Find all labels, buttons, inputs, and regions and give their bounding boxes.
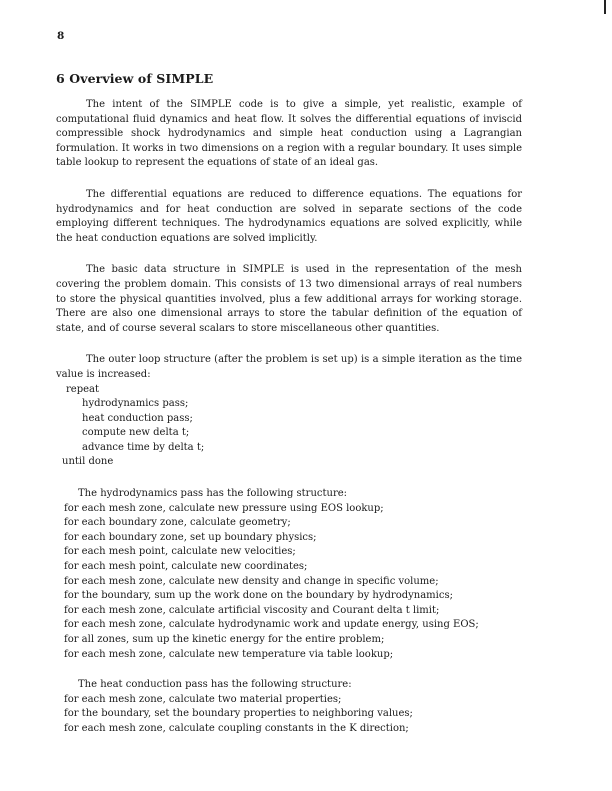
outer-loop-pseudocode: [56, 383, 522, 471]
hydro-step: for each mesh point, calculate new velocities;: [64, 546, 296, 558]
body-text: [56, 98, 522, 753]
paragraph-difference-equations: The differential equations are reduced to difference equations. The equations for hydrodynamics and for heat conduction are solved in separate sections of the code employing different techniques. The hydrodynamics equations are solved explicitly, while the heat conduction equations are solved implicitly.: [56, 188, 522, 244]
hydro-step: for the boundary, sum up the work done on the boundary by hydrodynamics;: [64, 590, 453, 602]
hydro-step: for all zones, sum up the kinetic energy for the entire problem;: [64, 634, 385, 645]
hydro-step: for each boundary zone, set up boundary physics;: [64, 531, 317, 543]
heat-pass-intro: The heat conduction pass has the following structure:: [78, 679, 352, 691]
page-number: 8: [57, 30, 65, 42]
paragraph-data-structure: The basic data structure in SIMPLE is used in the representation of the mesh covering the problem domain. This consists of 13 two dimensional arrays of real numbers to store the physical quantities involved, plus a few additional arrays for working storage. There are also one dimensional arrays to store the tabular definition of the equation of state, and of course several scalars to store miscellaneous other quantities.: [56, 264, 522, 334]
paragraph-intent: The intent of the SIMPLE code is to give a simple, yet realistic, example of computational fluid dynamics and heat flow. It solves the differential equations of inviscid compressible shock hydrodynamics and simple heat conduction using a Lagrangian formulation. It works in two dimensions on a region with a regular boundary. It uses simple table lookup to represent the equations of state of an ideal gas.: [56, 99, 522, 169]
heat-step: for each mesh zone, calculate coupling constants in the K direction;: [64, 722, 409, 734]
repeat-keyword: repeat: [66, 383, 99, 395]
hydro-step: for each mesh point, calculate new coordinates;: [64, 561, 308, 573]
hydro-pass-intro: The hydrodynamics pass has the following structure:: [78, 488, 348, 500]
heat-pass-steps: [56, 693, 522, 737]
hydro-step: for each mesh zone, calculate new pressure using EOS lookup;: [64, 502, 384, 514]
loop-step: hydrodynamics pass;: [82, 398, 189, 410]
section-title: 6 Overview of SIMPLE: [56, 71, 214, 86]
loop-step: compute new delta t;: [82, 427, 190, 439]
hydro-step: for each mesh zone, calculate new density and change in specific volume;: [64, 575, 439, 587]
hydro-step: for each mesh zone, calculate artificial viscosity and Courant delta t limit;: [64, 604, 440, 616]
until-keyword: until done: [62, 456, 114, 468]
heat-step: for each mesh zone, calculate two material properties;: [64, 693, 342, 705]
page-edge-mark: [604, 0, 606, 14]
hydro-pass-steps: [56, 502, 522, 663]
hydro-step: for each mesh zone, calculate new temperature via table lookup;: [64, 648, 394, 660]
hydro-step: for each boundary zone, calculate geometry;: [64, 517, 291, 529]
outer-loop-intro: The outer loop structure (after the problem is set up) is a simple iteration as the time value is increased:: [56, 354, 522, 380]
loop-step: heat conduction pass;: [82, 412, 193, 424]
heat-step: for the boundary, set the boundary properties to neighboring values;: [64, 708, 413, 720]
hydro-step: for each mesh zone, calculate hydrodynamic work and update energy, using EOS;: [64, 619, 479, 631]
loop-step: advance time by delta t;: [82, 441, 205, 453]
